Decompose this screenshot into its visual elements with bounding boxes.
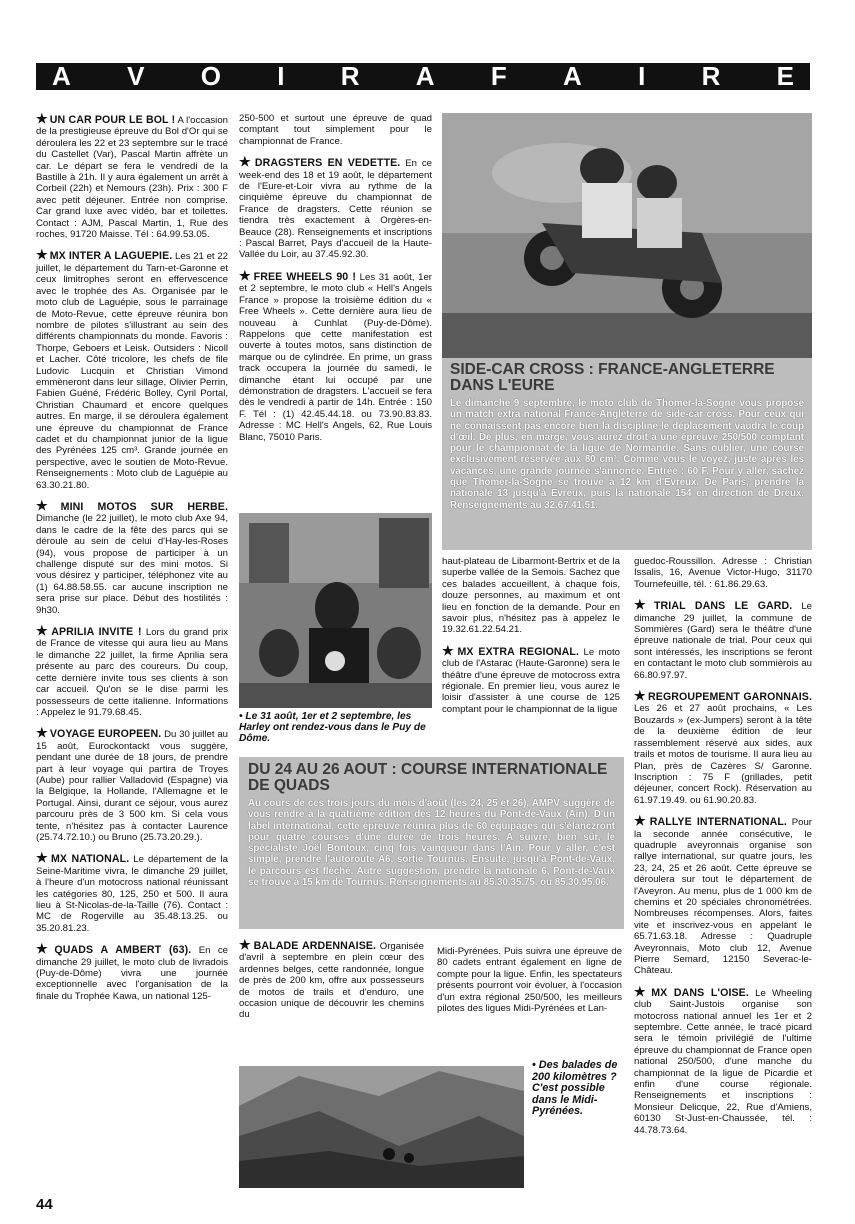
photo-sidecar <box>442 113 812 358</box>
banner-letter: O <box>200 61 221 91</box>
sidecar-image <box>442 113 812 358</box>
article-title: RALLYE INTERNATIONAL. <box>649 816 787 829</box>
quads-box-title: DU 24 AU 26 AOUT : COURSE INTERNATIONALE DE QUADS <box>248 761 608 794</box>
article <box>239 939 424 1021</box>
sidecar-box-title: SIDE-CAR CROSS : FRANCE-ANGLETERRE DANS L'EURE <box>450 361 775 394</box>
article-title: MX INTER A LAGUEPIE. <box>49 250 173 263</box>
article-text: Du 30 juillet au 15 août, Eurockontackt vous suggère, pendant une durée de 18 jours, de prendre part à leur voyage qui partira de Troyes (Aube) pour rallier Valladovid (Espagne) via la Belgique, la Hollande, l'Allemagne et le Portugal. Ainsi, durant ce séjour, vous aurez parcouru près de 3 500 km. Si cela vous tente, n'hésitez pas à contacter Laurence (25.74.72.10.) ou Bruno (25.73.20.29.). <box>36 729 229 843</box>
star-icon: ★ <box>634 983 650 999</box>
article <box>36 249 228 491</box>
article-text: Le moto club de l'Astarac (Haute-Garonne) sera le théâtre d'une épreuve de motocross extra régionale. En premier lieu, vous aurez le loisir d'assister à une course de 125 comptant pour le championnat de la ligue <box>442 646 620 715</box>
banner-letter: E <box>776 61 794 91</box>
article-text: Pour la seconde année consécutive, le quadruple aveyronnais organise son rallye international, sur quatre jours, les 23, 24, 25 et 26 août. Cette épreuve se déroulera sur tout le département de l'Aveyron. Au menu, plus de 1 000 km de chemins et 20 spéciales chronométrées. Nombreuses récompenses. Alors, faites vite et inscrivez-vous en appelant le 65.71.63.18. Adresse : Quadruple Aveyronnais, Moto club 12, Avenue Pierre Semard, 12150 Severac-le-Château. <box>634 817 812 977</box>
column-2 <box>239 113 432 508</box>
article-title: REGROUPEMENT GARONNAIS. <box>648 691 812 704</box>
star-icon: ★ <box>634 597 652 613</box>
article-text: Lors du grand prix de France de vitesse qui aura lieu au Mans le dimanche 22 juillet, la firme Aprilia sera présente au parc des coureurs. Du coup, cette dernière invite tous ses clients à son car accueil. Qu'on se le dise parmi les possesseurs de cette italienne. Informations : Appelez le 91.79.68.45. <box>36 627 229 718</box>
banner-letter: R <box>340 61 360 91</box>
article <box>36 500 228 616</box>
article <box>442 642 620 715</box>
column-1 <box>36 113 228 1193</box>
article-title: MX DANS L'OISE. <box>651 986 749 999</box>
article-text: En ce week-end des 18 et 19 août, le département de l'Eure-et-Loir vivra au rythme de la cinquième épreuve du championnat de France de dragsters. Cette réunion se tiendra très exactement à Orgères-en-Beauce (28). Renseignements et inscriptions : Pascal Barret, Pays d'accueil de la Haute-Vallée du Loir, au 37.45.92.30. <box>239 158 433 261</box>
article-title: FREE WHEELS 90 ! <box>253 270 356 283</box>
column-balade <box>239 939 424 1059</box>
photo-bikers <box>239 513 432 708</box>
banner-letter: F <box>490 61 507 91</box>
article-text: Le Wheeling club Saint-Justois organise son motocross national annuel les 1er et 2 septembre. Cette année, le tracé picard sera le témoin privilégié de l'ultime épreuve du championnat de France open national 250/500, d'une manche du championnat de la ligue de Picardie et enfin d'une course régionale. Renseignements et inscriptions : Monsieur Delicque, 22, Rue d'Amiens, 60130 St-Just-en-Chaussée, tél. : 44.78.73.64. <box>634 987 812 1136</box>
article-text: Midi-Pyrénées. Puis suivra une épreuve de 80 cadets entrant également en ligne de compte pour la ligue. Enfin, les spectateurs présents pourront voir évoluer, à l'occasion d'un extra régional 250/500, les meilleurs pilotes des ligues Midi-Pyrénées et Lan- <box>437 946 622 1015</box>
article <box>634 599 812 681</box>
star-icon: ★ <box>36 941 53 957</box>
article-text: Les 21 et 22 juillet, le département du Tarn-et-Garonne et ceux limitrophes seront en effervescence avec le trophée des As. Organisée par le moto club de Laguépie, sous le parrainage de Moto-Revue, cette épreuve réunira bon nombre de pilotes s'illustrant au sein des différents championnats du monde. Favoris : Thorpe, Geboers et Leisk. Outsiders : Nicoll et Lacher. Côté tricolore, les chefs de file Ludovic Lucquin et Christian Vimond emmèneront dans leur sillage, Olivier Perrin, Fabien Guéné, Frédéric Bolley, Cyril Portal, Christian Chaumard et encore quelques autres. En marge, il se déroulera également une épreuve du championnat de France cadet et du championnat junior de la ligue des Pyrénées 125 cm³. Grande journée en perspective, avec le soutien de Moto-Revue. Renseignements : Moto club de Laguépie au 63.30.21.80. <box>36 251 228 491</box>
quads-box-body: Au cours de ces trois jours du mois d'août (les 24, 25 et 26), AMPV suggère de vous rendre à la quatrième édition des 12 heures du Pont-de-Vaux (Ain). D'un label international, cette épreuve réunira plus de 60 équipages qui s'élanczront pour quatre courses d'une durée de trois heures. A suivre, bien sûr, le spécialiste Joël Bontoux, cinq fois vainqueur dans l'Ain. Pour y aller, c'est simple, prendre l'autoroute A6, sortie Tournus. Ensuite, jusqu'à Pont-de-Vaux, le parcours est fléché. Autre suggestion, prendre la nationale 6, Pont-de-Vaux se trouve à 15 km de Tournus. Renseignements au 85.30.35.75. ou 85.30.95.06. <box>248 798 615 889</box>
sidecar-box-body: Le dimanche 9 septembre, le moto club de Thomer-la-Sogne vous propose un match extra national France-Angleterre de side-car cross. Pour ceux qui ne connaissent pas encore bien la discipline le déplacement vaudra le coup d'œil. De plus, en marge, vous aurez droit à une épreuve 250/500 comptant pour le championnat de la ligue de Normandie. Sans oublier, une course exclusivement réservée aux 80 cm³. Comme vous le voyez, juste après les vacances, une grande journée s'annonce. Entrée : 60 F. Pour y aller, sachez que Thomer-la-Sogne se trouve à 12 km d'Evreux. De Paris, prendre la nationale 13 jusqu'à Evreux, puis la nationale 154 en direction de Dreux. Renseignements au 32.67.41.51. <box>450 398 804 511</box>
photo-mountain-caption: • Des balades de 200 kilomètres ? C'est possible dans le Midi-Pyrénées. <box>532 1059 618 1118</box>
article-text: Le dimanche 29 juillet, la commune de Sommières (Gard) sera le théâtre d'une épreuve nationale de trial. Pour ceux qui sont intéressés, les inscriptions se feront en contactant le moto club sommièrois au 66.80.97.97. <box>634 601 813 681</box>
star-icon: ★ <box>442 642 456 658</box>
article-title: MINI MOTOS SUR HERBE. <box>60 501 228 513</box>
banner-letter: A <box>563 61 582 91</box>
star-icon: ★ <box>36 498 59 513</box>
star-icon: ★ <box>36 850 49 866</box>
banner-letter: R <box>701 61 721 91</box>
article <box>36 625 228 718</box>
article <box>634 690 812 806</box>
star-icon: ★ <box>239 267 252 283</box>
article-title: APRILIA INVITE ! <box>51 626 142 639</box>
article-text: haut-plateau de Libarmont-Bertrix et de la superbe vallée de la Semois. Sachez que ces balades accueillent, à chaque fois, douze personnes, au maximum et ont lieu en fonction de la demande. Pour en savoir plus, n'hésitez pas à appelez le 19.32.61.22.54.21. <box>442 556 620 636</box>
star-icon: ★ <box>239 154 253 170</box>
column-4 <box>634 556 812 1196</box>
article-title: VOYAGE EUROPEEN. <box>49 728 162 741</box>
quads-box <box>239 757 624 929</box>
article <box>36 113 228 240</box>
article-text: Les 31 août, 1er et 2 septembre, le moto club « Hell's Angels France » propose la troisième édition du « Free Wheels ». Cette dernière aura lieu de nouveau à Cunhlat (Puy-de-Dôme). Rappelons que cette manifestation est ouverte à toutes motos, sans distinction de marque ou de cylindrée. En prime, un grass track occupera la journée du samedi, le dimanche étant lui occupé par une démonstration de dragsters. L'accueil se fera dès le vendredi à partir de 14h. Entrée : 150 F. Tél : (1) 42.45.44.18. ou 73.90.83.83. Adresse : MC Hell's Angels, 62, Rue Louis Blanc, 75010 Paris. <box>239 271 432 443</box>
article-text: 250-500 et surtout une épreuve de quad comptant tout simplement pour le championnat de France. <box>239 113 432 147</box>
banner-letter: A <box>52 61 71 91</box>
star-icon: ★ <box>36 247 48 263</box>
article-title: QUADS A AMBERT (63). <box>54 944 192 957</box>
column-midi <box>437 946 622 1056</box>
article <box>36 943 228 1002</box>
article-text: A l'occasion de la prestigieuse épreuve du Bol d'Or qui se déroulera les 22 et 23 septembre sur le tracé du Castellet (Var), Pascal Martin affrète un car. Le départ se fera le vendredi de la Bastille à 21h. Il y aura également un arrêt à Corbeil (22h) et Nemours (23h). Prix : 300 F avec petit déjeuner. Entrée non comprise. Car grand luxe avec vidéo, bar et toilettes. Contact : AJM, Pascal Martin, 1, Rue des roches, 91720 Maisse. Tél : 64.99.53.05. <box>36 115 228 241</box>
photo-mountain <box>239 1066 524 1188</box>
article <box>437 946 622 1014</box>
article-title: UN CAR POUR LE BOL ! <box>49 114 176 126</box>
page-number: 44 <box>36 1196 53 1213</box>
article <box>634 983 812 1136</box>
star-icon: ★ <box>36 623 50 639</box>
article-text: Organisée d'avril à septembre en plein cœur des ardennes belges, cette randonnée, longue de près de 200 km, offre aux possesseurs de motos de trails et d'enduro, une occasion unique de découvrir les chemins du <box>239 941 424 1021</box>
article <box>634 556 812 590</box>
article-title: BALADE ARDENNAISE. <box>253 940 377 952</box>
star-icon: ★ <box>634 813 648 829</box>
article-title: DRAGSTERS EN VEDETTE. <box>254 157 401 170</box>
article-text: Le département de la Seine-Maritime vivra, le dimanche 29 juillet, à l'heure d'un motocross national réunissant les catégories 80, 125, 250 et 500. Il aura lieu à St-Nicolas-de-la-Taille (76). Contact : MC de Rogerville au 35.48.13.25. ou 35.20.81.23. <box>36 854 228 934</box>
article-text: guedoc-Roussillon. Adresse : Christian Issalis, 16, Avenue Victor-Hugo, 31170 Tournefeuille, tél. : 61.86.29.63. <box>634 556 812 590</box>
article-text: En ce dimanche 29 juillet, le moto club de livradois (Puy-de-Dôme) vivra une journée exceptionnelle avec l'organisation de la finale du Trophée Kawa, un national 125- <box>36 945 228 1002</box>
section-banner <box>36 63 810 90</box>
article-text: Dimanche (le 22 juillet), le moto club Axe 94, dans le cadre de la fête des parcs qui se déroule au sein de celui d'Hay-les-Roses (94), vous propose de participer à un challenge disputé sur des mini motos. Si vous désirez y participer, téléphonez vite au (1) 64.88.58.55. car aucune inscription ne sera prise sur place. Début des hostilités : 9h30. <box>36 513 228 616</box>
mountain-image <box>239 1066 524 1188</box>
article-title: TRIAL DANS LE GARD. <box>653 600 793 613</box>
article-title: MX NATIONAL. <box>51 853 130 866</box>
star-icon: ★ <box>36 725 48 741</box>
article <box>634 815 812 977</box>
article <box>239 156 432 261</box>
article <box>239 267 432 443</box>
sidecar-box <box>442 358 812 550</box>
banner-letter: I <box>638 61 646 91</box>
star-icon: ★ <box>36 111 48 126</box>
article <box>442 556 620 636</box>
photo-bikers-caption: • Le 31 août, 1er et 2 septembre, les Harley ont rendez-vous dans le Puy de Dôme. <box>239 711 426 744</box>
article <box>239 113 432 147</box>
article <box>36 727 228 843</box>
article <box>36 852 228 934</box>
column-3 <box>442 556 620 751</box>
banner-letter: I <box>277 61 285 91</box>
star-icon: ★ <box>239 937 252 952</box>
bikers-image <box>239 513 432 708</box>
banner-letter: A <box>415 61 435 91</box>
article-title: MX EXTRA REGIONAL. <box>457 645 580 658</box>
star-icon: ★ <box>634 688 647 704</box>
banner-letter: V <box>127 61 145 91</box>
article-text: Les 26 et 27 août prochains, « Les Bouzards » (ex-Jumpers) seront à la tête de la deuxième édition de leur rassemblement réservé aux sides, aux trails et motos de tourisme. Il aura lieu au Plan, près de Cazères S/ Garonne. Inscription : 75 F (grillades, petit déjeuner, concert Rock). Réservation au 61.97.19.49. ou 61.90.20.83. <box>634 703 812 806</box>
